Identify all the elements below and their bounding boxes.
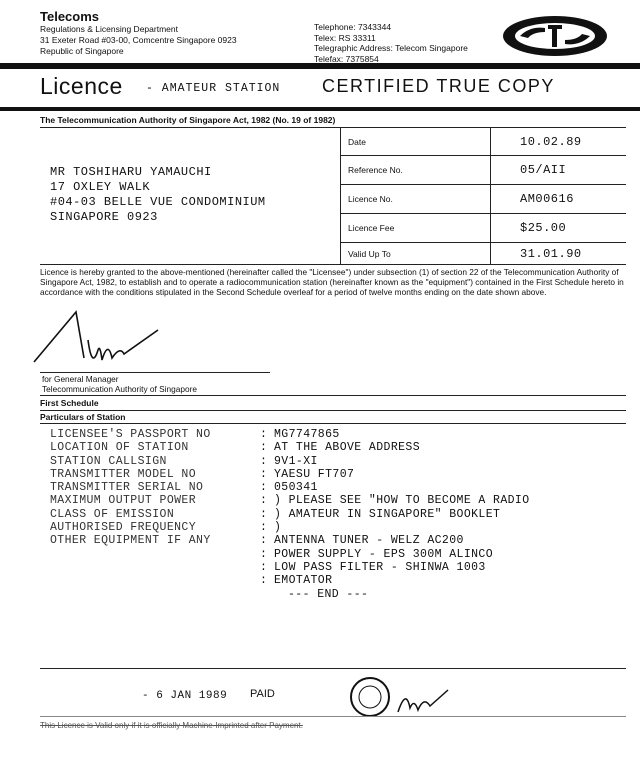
particular-row <box>50 468 530 481</box>
licensee-address: MR TOSHIHARU YAMAUCHI 17 OXLEY WALK #04-03 BELLE VUE CONDOMINIUM SINGAPORE 0923 <box>50 165 266 224</box>
particular-row <box>50 428 530 441</box>
particular-key <box>50 588 260 601</box>
detail-value: 10.02.89 <box>520 134 582 149</box>
telegraphic-address: Telegraphic Address: Telecom Singapore <box>314 43 468 53</box>
act-title: The Telecommunication Authority of Singapore Act, 1982 (No. 19 of 1982) <box>40 115 336 125</box>
particular-colon: : <box>260 454 268 468</box>
header-bar <box>0 63 640 69</box>
particular-colon: : <box>260 507 268 521</box>
particular-key <box>50 561 260 574</box>
validity-note: This Licence is Valid only if it is officially Machine-Imprinted after Payment. <box>40 721 303 730</box>
signature-line <box>40 372 270 373</box>
grant-paragraph: Licence is hereby granted to the above-mentioned (hereinafter called the "Licensee") under subsection (1) of section 22 of the Telecommunication Authority of Singapore Act, 1982, to establish and to operate a radiocommunication station (hereinafter known as the "equipment") contained in the First Schedule hereto in accordance with the conditions stipulated in the Second Schedule overleaf for a period of twelve months ending on the date shown above. <box>40 267 624 297</box>
particular-colon: : <box>260 574 268 588</box>
licence-title: Licence <box>40 73 123 99</box>
particular-row <box>50 494 530 507</box>
licence-type: - AMATEUR STATION <box>146 82 281 95</box>
letterhead-left <box>40 10 237 57</box>
particular-colon: : <box>260 481 268 495</box>
particular-key <box>50 574 260 587</box>
particular-row <box>50 508 530 521</box>
particular-colon: : <box>260 428 268 441</box>
particular-key <box>50 548 260 561</box>
divider <box>40 264 626 265</box>
particular-value: --- END --- <box>288 587 369 601</box>
particular-row <box>50 534 530 547</box>
telecoms-logo-icon <box>500 14 610 58</box>
signatory-authority: Telecommunication Authority of Singapore <box>42 383 197 394</box>
particular-value: ) PLEASE SEE "HOW TO BECOME A RADIO <box>274 494 530 508</box>
title-bar <box>0 107 640 111</box>
certified-stamp: CERTIFIED TRUE COPY <box>322 76 555 96</box>
particular-colon: : <box>260 534 268 548</box>
particular-colon: : <box>260 560 268 574</box>
particular-row <box>50 561 530 574</box>
paid-stamp: PAID <box>250 688 275 700</box>
divider <box>40 716 626 717</box>
particulars-list <box>50 428 530 601</box>
first-schedule-title: First Schedule <box>40 398 99 408</box>
particular-key: TRANSMITTER SERIAL NO <box>50 481 204 495</box>
detail-row-date <box>340 128 626 156</box>
particular-row <box>50 548 530 561</box>
particular-colon: : <box>260 467 268 481</box>
particulars-title: Particulars of Station <box>40 412 126 422</box>
particular-row <box>50 588 530 601</box>
detail-label: Valid Up To <box>348 249 391 259</box>
detail-value: 31.01.90 <box>520 247 582 261</box>
particular-colon <box>260 588 274 601</box>
particular-value: LOW PASS FILTER - SHINWA 1003 <box>274 560 486 574</box>
particular-key: LICENSEE'S PASSPORT NO <box>50 428 211 441</box>
particular-value: EMOTATOR <box>274 574 333 588</box>
detail-value: AM00616 <box>520 192 574 206</box>
particular-key: AUTHORISED FREQUENCY <box>50 521 197 535</box>
particular-key: CLASS OF EMISSION <box>50 507 175 521</box>
particular-value: ) AMATEUR IN SINGAPORE" BOOKLET <box>274 507 501 521</box>
detail-label: Licence No. <box>348 194 393 204</box>
detail-row-reference <box>340 156 626 185</box>
particular-value: MG7747865 <box>274 428 340 441</box>
particular-value: 050341 <box>274 481 318 495</box>
signature-icon <box>28 300 168 375</box>
particular-colon: : <box>260 521 268 535</box>
divider <box>40 423 626 424</box>
divider <box>40 410 626 411</box>
particular-colon: : <box>260 494 268 508</box>
divider <box>40 395 626 396</box>
particular-value: ) <box>274 521 282 535</box>
divider <box>40 668 626 669</box>
particular-colon: : <box>260 441 268 455</box>
department: Regulations & Licensing Department <box>40 24 178 34</box>
particular-value: POWER SUPPLY - EPS 300M ALINCO <box>274 547 494 561</box>
particular-value: ANTENNA TUNER - WELZ AC200 <box>274 534 464 548</box>
particular-row <box>50 521 530 534</box>
detail-label: Reference No. <box>348 165 403 175</box>
particular-row <box>50 441 530 454</box>
endorsement-seal-icon <box>348 672 458 722</box>
particular-row <box>50 574 530 587</box>
country: Republic of Singapore <box>40 46 124 56</box>
particular-value: AT THE ABOVE ADDRESS <box>274 441 421 455</box>
detail-label: Licence Fee <box>348 223 395 233</box>
particular-colon: : <box>260 547 268 561</box>
detail-row-licence-no <box>340 185 626 214</box>
telex: Telex: RS 33311 <box>314 32 376 43</box>
detail-value: 05/AII <box>520 163 567 177</box>
particular-key: TRANSMITTER MODEL NO <box>50 467 197 481</box>
particular-key: STATION CALLSIGN <box>50 454 167 468</box>
particular-key: LOCATION OF STATION <box>50 441 189 455</box>
particular-key: OTHER EQUIPMENT IF ANY <box>50 534 211 548</box>
particular-value: 9V1-XI <box>274 454 318 468</box>
letterhead-contacts <box>314 22 468 64</box>
address-line: 31 Exeter Road #03-00, Comcentre Singapore 0923 <box>40 35 237 45</box>
particular-key: MAXIMUM OUTPUT POWER <box>50 494 197 508</box>
brand-name: Telecoms <box>40 9 100 24</box>
detail-value: $25.00 <box>520 221 567 235</box>
signatory-line: for General Manager <box>42 374 119 384</box>
payment-stamp-date: - 6 JAN 1989 <box>142 690 228 702</box>
particular-row <box>50 481 530 494</box>
telephone: Telephone: 7343344 <box>314 22 392 32</box>
detail-label: Date <box>348 136 366 147</box>
telefax: Telefax: 7375854 <box>314 53 379 64</box>
detail-row-fee <box>340 214 626 243</box>
signatory <box>42 375 197 394</box>
detail-row-valid <box>340 243 626 265</box>
particular-row <box>50 455 530 468</box>
particular-value: YAESU FT707 <box>274 467 355 481</box>
